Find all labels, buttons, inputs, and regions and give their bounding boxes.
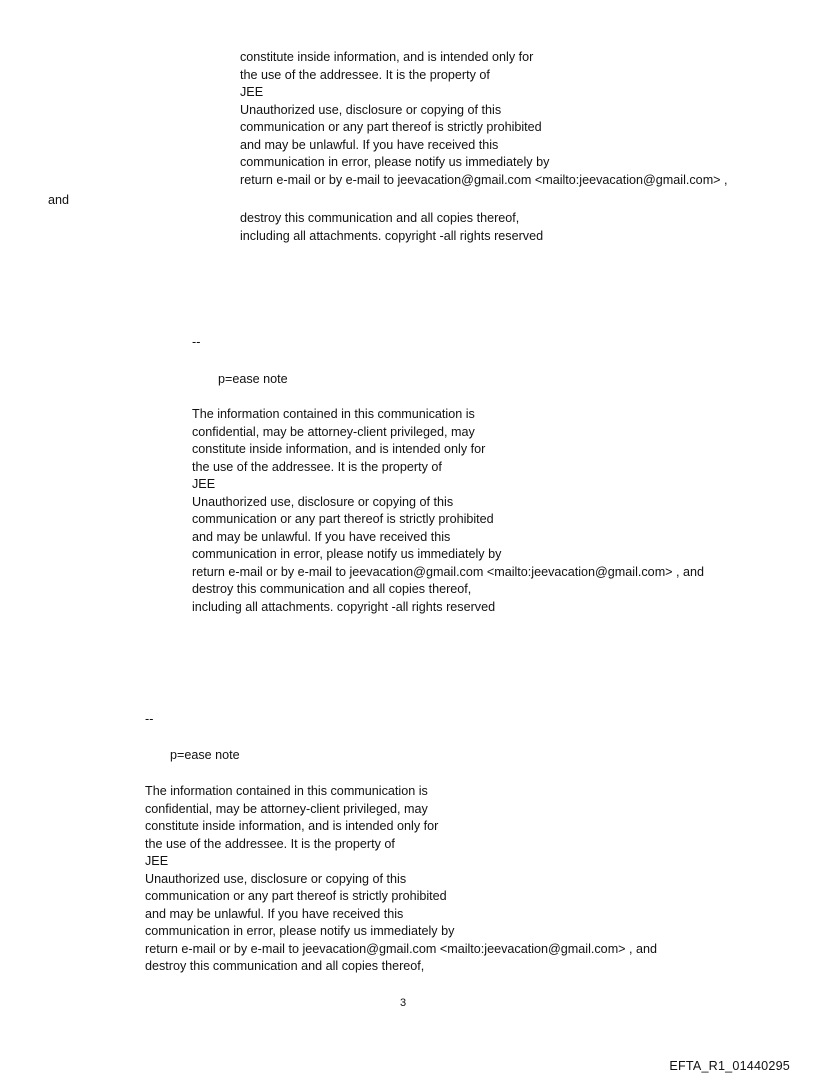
text-line: communication or any part thereof is strictly prohibited — [145, 889, 447, 903]
text-line: constitute inside information, and is intended only for — [192, 442, 486, 456]
text-line: JEE — [192, 477, 216, 491]
text-line: communication or any part thereof is strictly prohibited — [240, 120, 542, 134]
text-line: the use of the addressee. It is the property of — [240, 67, 490, 82]
text-line: communication in error, please notify us immediately by — [240, 155, 550, 169]
text-line: communication in error, please notify us immediately by — [192, 547, 502, 561]
text-line: confidential, may be attorney-client privileged, may — [192, 424, 475, 439]
disclaimer-block-2 — [192, 406, 704, 616]
text-line: return e-mail or by e-mail to jeevacation@gmail.com <mailto:jeevacation@gmail.com> , and — [145, 941, 658, 956]
note-heading: p=ease note — [170, 748, 240, 762]
text-line: communication or any part thereof is strictly prohibited — [192, 512, 494, 526]
note-heading: p=ease note — [218, 372, 288, 386]
text-line: and may be unlawful. If you have received this — [192, 529, 451, 544]
text-line: destroy this communication and all copies thereof, — [145, 959, 425, 973]
text-line: including all attachments. copyright -all rights reserved — [192, 599, 496, 614]
disclaimer-block-1 — [240, 49, 728, 189]
wrapped-word: and — [48, 193, 70, 207]
text-line: return e-mail or by e-mail to jeevacation@gmail.com <mailto:jeevacation@gmail.com> , and — [192, 564, 705, 579]
text-line: and may be unlawful. If you have received this — [145, 906, 404, 921]
text-line: The information contained in this communication is — [192, 407, 475, 421]
text-line: and may be unlawful. If you have received this — [240, 137, 499, 152]
separator: -- — [192, 335, 201, 349]
text-line: communication in error, please notify us immediately by — [145, 924, 455, 938]
text-line: return e-mail or by e-mail to jeevacation@gmail.com <mailto:jeevacation@gmail.com> , — [240, 172, 728, 187]
text-line: destroy this communication and all copies thereof, — [240, 211, 520, 225]
text-line: the use of the addressee. It is the property of — [192, 459, 442, 474]
disclaimer-block-1-continued — [240, 210, 543, 245]
page-number: 3 — [400, 997, 407, 1009]
separator: -- — [145, 712, 154, 726]
text-line: Unauthorized use, disclosure or copying of this — [192, 494, 454, 509]
text-line: constitute inside information, and is intended only for — [240, 50, 534, 64]
text-line: including all attachments. copyright -all rights reserved — [240, 228, 544, 243]
text-line: JEE — [240, 85, 264, 99]
text-line: The information contained in this communication is — [145, 784, 428, 798]
text-line: Unauthorized use, disclosure or copying of this — [240, 102, 502, 117]
text-line: Unauthorized use, disclosure or copying of this — [145, 871, 407, 886]
text-line: destroy this communication and all copies thereof, — [192, 582, 472, 596]
text-line: the use of the addressee. It is the property of — [145, 836, 395, 851]
text-line: JEE — [145, 854, 169, 868]
text-line: confidential, may be attorney-client privileged, may — [145, 801, 428, 816]
text-line: constitute inside information, and is intended only for — [145, 819, 439, 833]
document-id: EFTA_R1_01440295 — [669, 1059, 790, 1073]
disclaimer-block-3 — [145, 783, 657, 976]
